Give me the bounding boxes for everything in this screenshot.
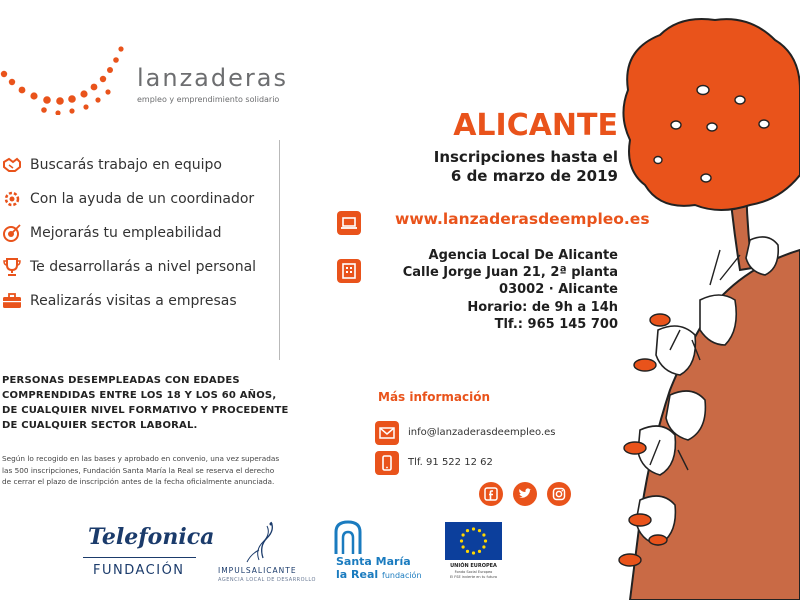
santa-maria-name [336, 555, 422, 582]
trophy-icon [2, 257, 22, 277]
building-icon [337, 259, 361, 283]
deadline-line2: 6 de marzo de 2019 [450, 167, 618, 185]
eu-sub [445, 570, 502, 580]
website-link[interactable]: www.lanzaderasdeempleo.es [395, 210, 650, 228]
more-info-title: Más información [378, 390, 491, 404]
fineprint-line: Según lo recogido en las bases y aprobado en convenio, una vez superadas [2, 454, 280, 463]
phone-icon [375, 451, 399, 475]
brand-name: lanzaderas [137, 64, 288, 92]
santa-maria-line1: Santa María [336, 555, 411, 568]
audience-line: PERSONAS DESEMPLEADAS CON EDADES [2, 375, 240, 386]
eu-flag-icon [445, 522, 502, 560]
tree-hill-illustration [600, 0, 800, 600]
audience-text [2, 373, 312, 433]
benefit-text: Mejorarás tu empleabilidad [30, 225, 222, 241]
brand-tagline: empleo y emprendimiento solidario [137, 95, 280, 104]
facebook-icon[interactable] [479, 482, 503, 506]
email-link[interactable]: info@lanzaderasdeempleo.es [408, 427, 556, 438]
twitter-icon[interactable] [513, 482, 537, 506]
phone-line: Tlf.: 965 145 700 [494, 317, 618, 332]
handshake-icon [2, 155, 22, 175]
benefit-item [2, 148, 274, 182]
briefcase-icon [2, 291, 22, 311]
phone-number: Tlf. 91 522 12 62 [408, 457, 493, 468]
audience-line: COMPRENDIDAS ENTRE LOS 18 Y LOS 60 AÑOS, [2, 390, 277, 401]
audience-line: DE CUALQUIER NIVEL FORMATIVO Y PROCEDENTE [2, 405, 289, 416]
target-icon [2, 223, 22, 243]
hours-line: Horario: de 9h a 14h [467, 300, 618, 315]
audience-line: DE CUALQUIER SECTOR LABORAL. [2, 420, 198, 431]
impulsalicante-name: IMPULSALICANTE [218, 566, 297, 575]
divider [279, 140, 280, 360]
santa-maria-logo-mark [333, 520, 363, 554]
benefit-item [2, 284, 274, 318]
benefit-text: Realizarás visitas a empresas [30, 293, 237, 309]
benefit-item [2, 250, 274, 284]
benefits-list [2, 148, 274, 318]
benefit-item [2, 182, 274, 216]
deadline-line1: Inscripciones hasta el [433, 148, 618, 166]
santa-maria-line2-wrap [336, 568, 422, 582]
eu-sub-line2: El FSE invierte en tu futuro [450, 575, 497, 579]
telefonica-fundacion-text: FUNDACIÓN [93, 563, 185, 578]
fineprint-line: de cerrar el plazo de inscripción antes de la fecha oficialmente anunciada. [2, 477, 275, 486]
gear-people-icon [2, 189, 22, 209]
lanzaderas-logo-dots [0, 40, 130, 115]
impulsalicante-logo-mark [245, 520, 281, 564]
telefonica-rule [83, 557, 196, 558]
fineprint [2, 453, 337, 488]
address-line: Calle Jorge Juan 21, 2ª planta [402, 265, 618, 280]
event-city: ALICANTE [453, 108, 618, 143]
eu-sub-line1: Fondo Social Europeo [454, 570, 493, 574]
impulsalicante-sub: AGENCIA LOCAL DE DESARROLLO [218, 577, 316, 583]
instagram-icon[interactable] [547, 482, 571, 506]
eu-name: UNIÓN EUROPEA [450, 563, 497, 569]
benefit-text: Buscarás trabajo en equipo [30, 157, 222, 173]
benefit-text: Con la ayuda de un coordinador [30, 191, 255, 207]
telefonica-logo-text: Telefonica [88, 524, 215, 550]
address-line: Agencia Local De Alicante [428, 248, 618, 263]
santa-maria-line2: la Real [336, 568, 379, 581]
laptop-icon [337, 211, 361, 235]
benefit-text: Te desarrollarás a nivel personal [30, 259, 257, 275]
santa-maria-suffix: fundación [382, 571, 422, 580]
fineprint-line: las 500 inscripciones, Fundación Santa María la Real se reserva el derecho [2, 465, 275, 475]
benefit-item [2, 216, 274, 250]
address-line: 03002 · Alicante [499, 282, 618, 297]
mail-icon [375, 421, 399, 445]
